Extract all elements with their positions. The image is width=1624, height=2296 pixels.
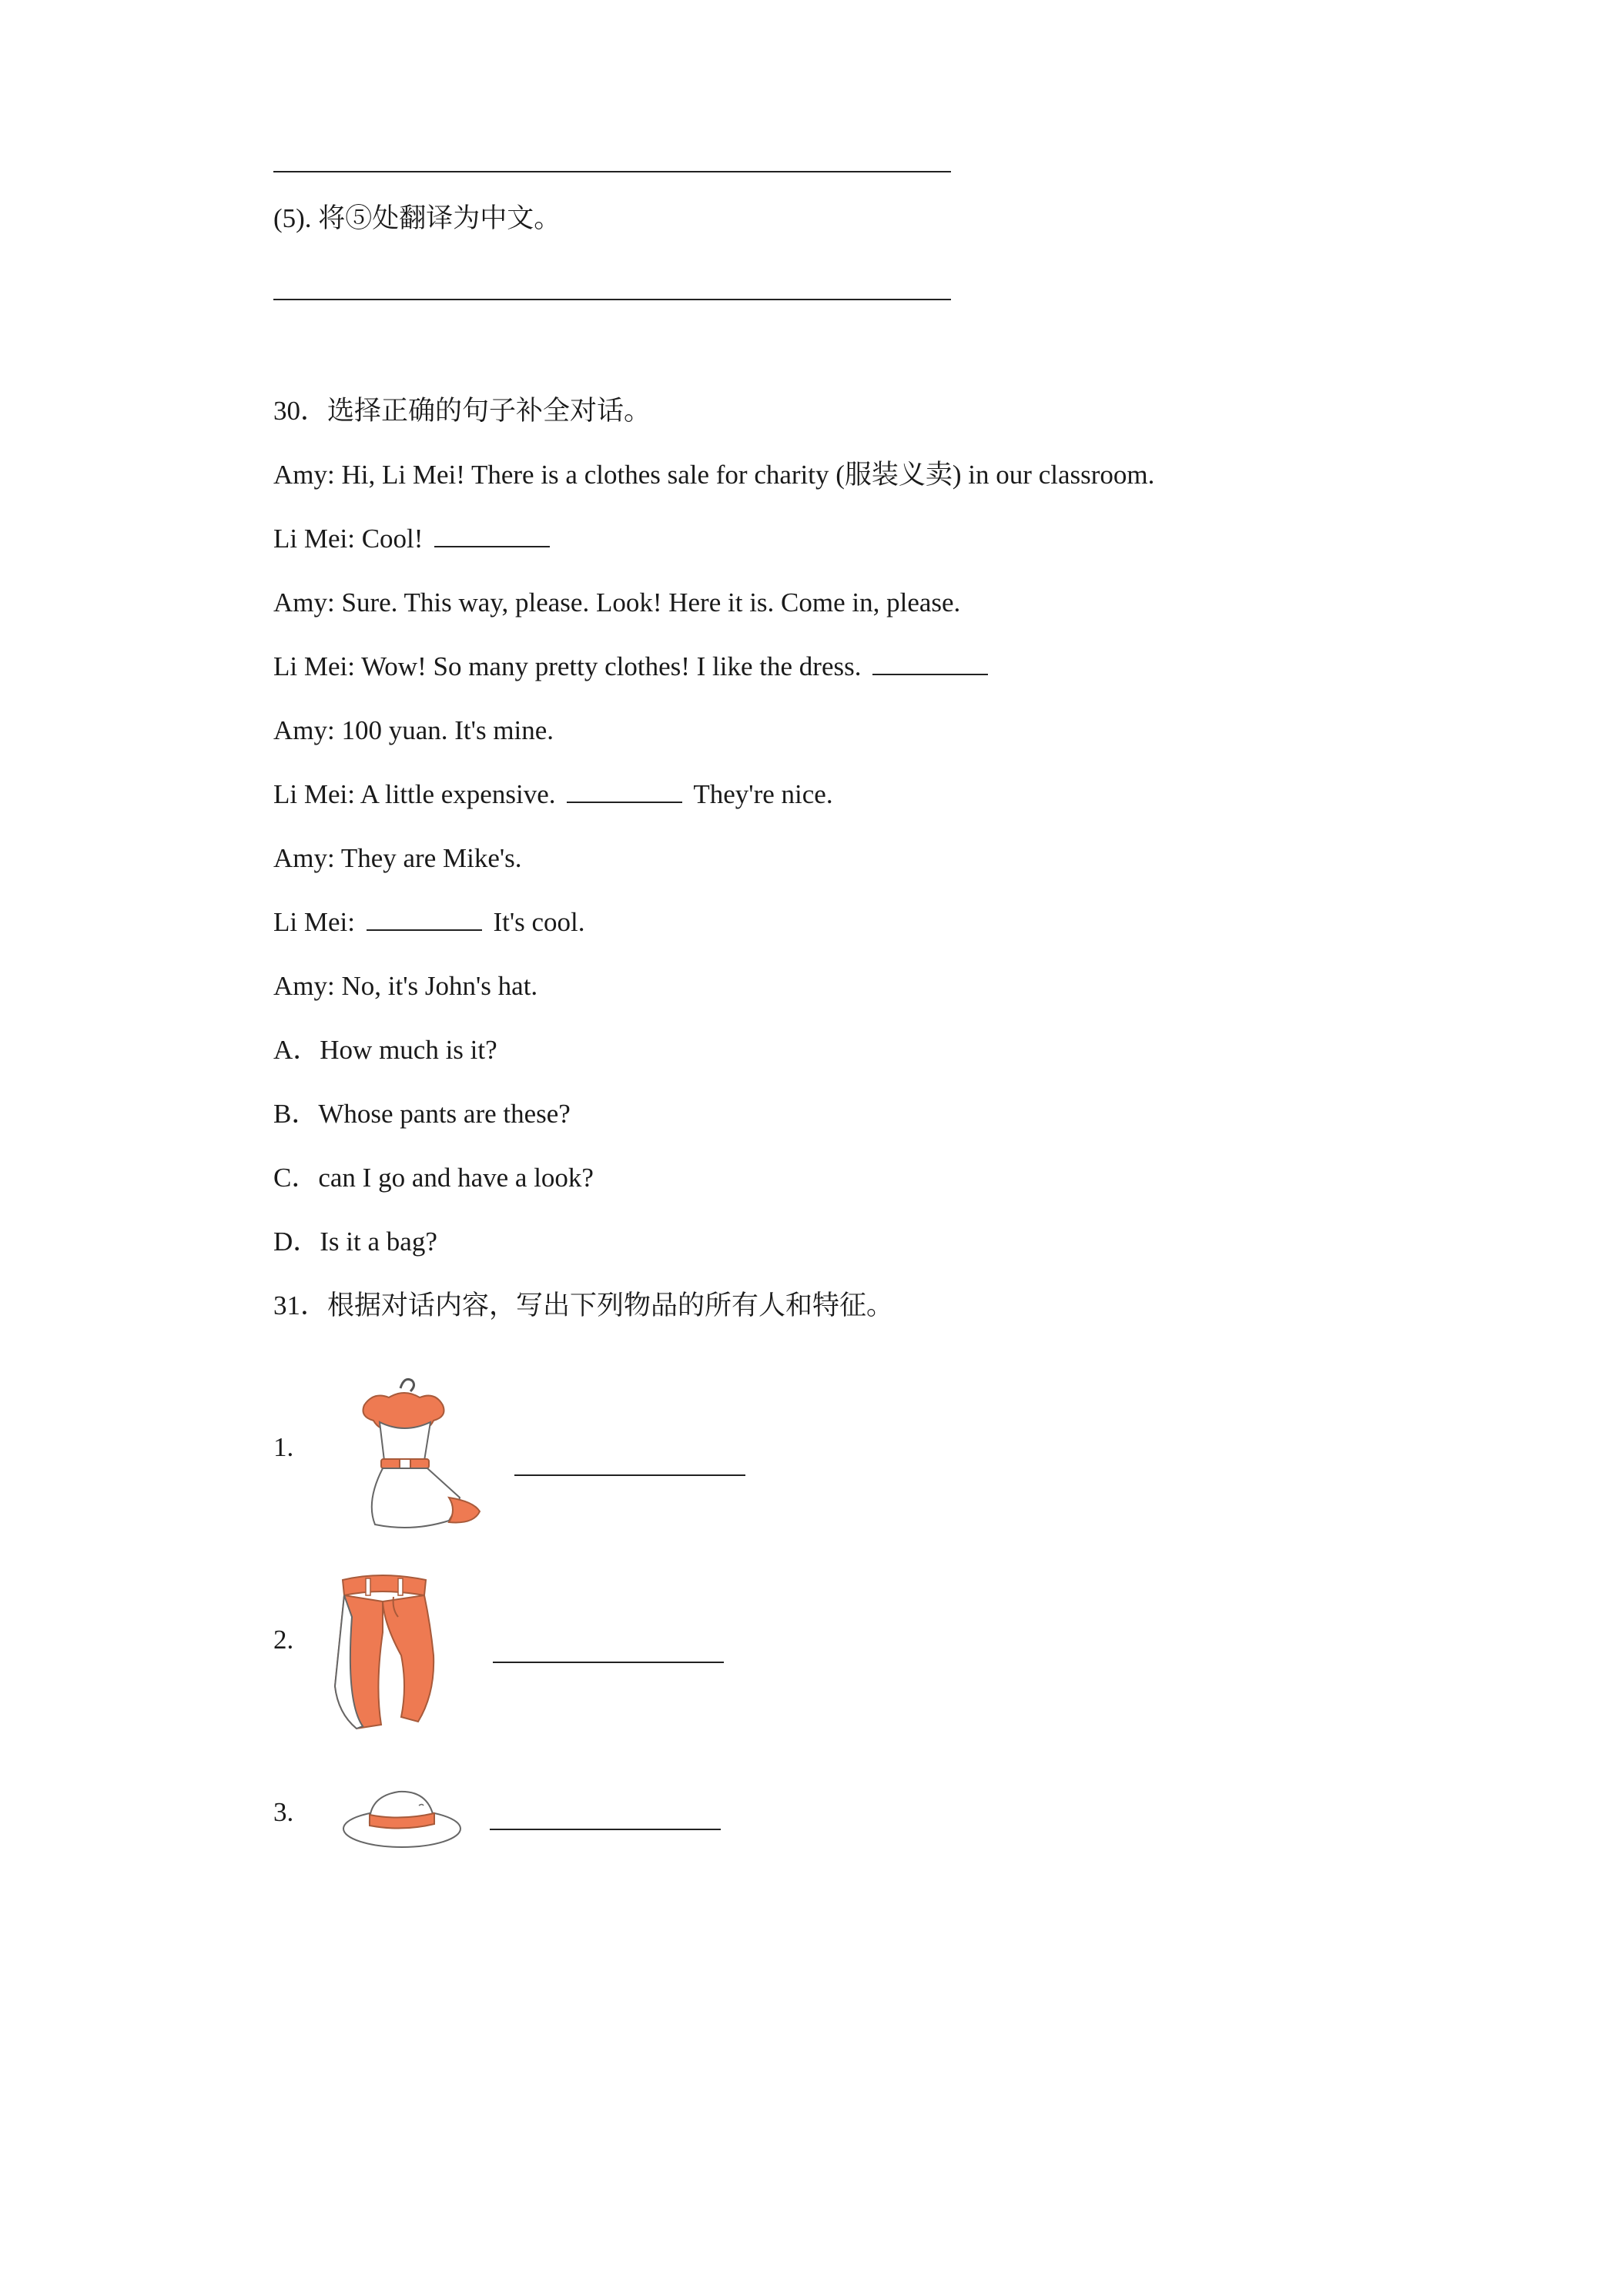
- dialogue-text: Amy: Sure. This way, please. Look! Here it is. Come in, please.: [273, 587, 961, 618]
- dialogue-line-6: [273, 778, 833, 812]
- question-5: (5). 将⑤处翻译为中文。: [273, 203, 561, 233]
- q31-heading: 31．根据对话内容，写出下列物品的所有人和特征。: [273, 1290, 894, 1320]
- fill-blank-1[interactable]: [434, 546, 550, 547]
- item-number-3: 3.: [273, 1797, 294, 1827]
- dress-icon: [327, 1374, 493, 1532]
- answer-line-item-2[interactable]: [493, 1662, 724, 1663]
- answer-line-5[interactable]: [273, 299, 951, 300]
- fill-blank-3[interactable]: [567, 802, 682, 803]
- fill-blank-4[interactable]: [367, 929, 482, 931]
- answer-line-4[interactable]: [273, 171, 951, 172]
- dialogue-line-8: [273, 905, 585, 939]
- dialogue-line-2: [273, 522, 554, 556]
- dialogue-text: Amy: They are Mike's.: [273, 843, 522, 873]
- q30-heading: 30．选择正确的句子补全对话。: [273, 396, 651, 426]
- dialogue-line-5: [273, 714, 554, 748]
- dialogue-text: Li Mei:: [273, 907, 355, 937]
- dialogue-line-9: [273, 969, 537, 1003]
- option-c: C．can I go and have a look?: [273, 1163, 594, 1193]
- option-d: D．Is it a bag?: [273, 1227, 437, 1257]
- dialogue-text-after: They're nice.: [693, 779, 833, 809]
- answer-line-item-3[interactable]: [490, 1829, 721, 1830]
- dialogue-line-3: [273, 586, 960, 620]
- option-b: B．Whose pants are these?: [273, 1099, 571, 1129]
- item-number-2: 2.: [273, 1625, 294, 1655]
- hat-icon: [339, 1782, 470, 1856]
- dialogue-text: Li Mei: A little expensive.: [273, 779, 556, 809]
- dialogue-text: Amy: Hi, Li Mei! There is a clothes sale for charity (服装义卖) in our classroom.: [273, 460, 1155, 490]
- dialogue-line-7: [273, 842, 522, 875]
- dialogue-text: Amy: No, it's John's hat.: [273, 971, 538, 1001]
- dialogue-line-4: [273, 650, 993, 684]
- dialogue-text: Li Mei: Wow! So many pretty clothes! I like the dress.: [273, 651, 862, 681]
- item-number-1: 1.: [273, 1432, 294, 1462]
- answer-line-item-1[interactable]: [514, 1474, 745, 1476]
- pants-icon: [327, 1571, 450, 1736]
- dialogue-line-1: [273, 458, 1154, 492]
- option-a: A．How much is it?: [273, 1035, 497, 1065]
- dialogue-text: Amy: 100 yuan. It's mine.: [273, 715, 554, 745]
- dialogue-text: Li Mei: Cool!: [273, 524, 424, 554]
- fill-blank-2[interactable]: [872, 674, 988, 675]
- dialogue-text-after: It's cool.: [493, 907, 585, 937]
